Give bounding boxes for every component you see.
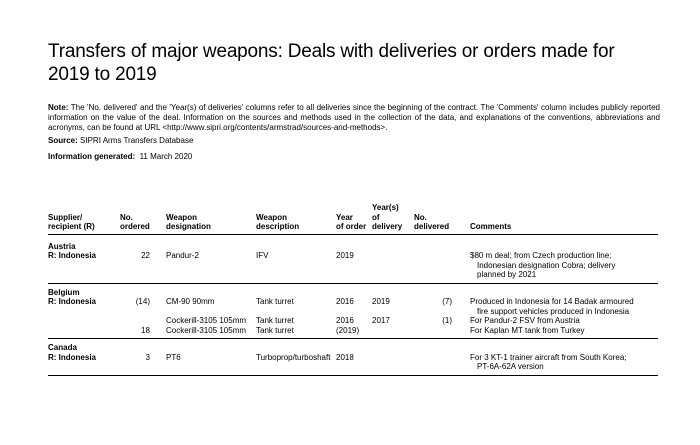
year-of-delivery-cell [372, 251, 414, 280]
year-of-order-cell: 2016 [336, 297, 354, 306]
year-of-delivery-cell: 2017 [372, 316, 390, 325]
deals-table [48, 203, 658, 376]
no-ordered-cell: 3 [145, 352, 150, 362]
no-delivered-cell: (1) [442, 316, 452, 325]
spacer-cell [150, 316, 166, 326]
year-of-order-cell: 2019 [336, 251, 354, 260]
no-delivered-cell [414, 326, 452, 336]
recipient-cell: R: Indonesia [48, 251, 97, 260]
no-delivered-cell [414, 353, 452, 372]
comment-line: For 3 KT-1 trainer aircraft from South Korea; [470, 352, 627, 362]
comment-line: PT-6A-62A version [477, 362, 544, 371]
no-ordered-cell: 22 [141, 251, 150, 260]
header-supplier: Supplier/ recipient (R) [48, 203, 120, 234]
recipient-cell: R: Indonesia [48, 352, 97, 362]
recipient-cell [48, 316, 120, 326]
weapon-description-cell: IFV [256, 251, 269, 260]
spacer-cell [150, 326, 166, 336]
weapon-designation-cell: CM-90 90mm [166, 297, 215, 306]
weapon-description-cell: Turboprop/turboshaft [256, 352, 331, 362]
table-row [48, 251, 658, 280]
weapon-description-cell: Tank turret [256, 316, 294, 325]
note-paragraph [48, 103, 660, 133]
weapon-designation-cell: Pandur-2 [166, 251, 199, 260]
note-label: Note: [48, 103, 69, 112]
country-row [48, 234, 658, 251]
header-no-ordered: No. ordered [120, 203, 150, 234]
no-ordered-cell: 18 [141, 325, 150, 335]
table-body [48, 234, 658, 375]
header-weapon-description: Weapon description [256, 203, 336, 234]
header-year-of-order: Year of order [336, 203, 372, 234]
weapon-description-cell: Tank turret [256, 325, 294, 335]
spacer-cell [150, 297, 166, 316]
recipient-cell: R: Indonesia [48, 297, 97, 306]
supplier-country: Canada [48, 343, 77, 352]
spacer-cell [150, 251, 166, 280]
table-row [48, 316, 658, 326]
spacer-cell [150, 353, 166, 372]
year-of-order-cell: 2016 [336, 316, 354, 325]
weapon-designation-cell: Cockerill-3105 105mm [166, 325, 247, 335]
header-year-of-delivery: Year(s) of delivery [372, 203, 414, 234]
comments-cell [470, 353, 658, 372]
header-weapon-designation: Weapon designation [166, 203, 256, 234]
comment-line: fire support vehicles produced in Indonesia [477, 306, 630, 316]
supplier-country: Belgium [48, 287, 80, 297]
comment-line: Indonesian designation Cobra; delivery [477, 260, 616, 270]
info-generated-line [48, 152, 660, 162]
weapon-description-cell: Tank turret [256, 297, 294, 306]
spacer-cell [452, 251, 470, 280]
table-row [48, 297, 658, 316]
spacer-cell [452, 297, 470, 316]
comment-line: $80 m deal; from Czech production line; [470, 251, 612, 260]
header-comments: Comments [470, 203, 658, 234]
spacer-cell [452, 326, 470, 336]
recipient-cell [48, 326, 120, 336]
note-text: The 'No. delivered' and the 'Year(s) of deliveries' columns refer to all deliveries since the beginning of the contract. The 'Comments' column includes publicly reported information on the value of the deal. Information on the sources and methods used in the collection of the data, and explanations of the conventions, abbreviations and acronyms, can be found at URL <http://www.sipri.org/contents/armstrad/sources-and-methods>. [48, 103, 660, 132]
year-of-delivery-cell [372, 353, 414, 372]
year-of-delivery-cell [372, 326, 414, 336]
no-ordered-cell [120, 316, 150, 326]
header-no-delivered: No. delivered [414, 203, 452, 234]
weapon-designation-cell: Cockerill-3105 105mm [166, 316, 247, 325]
no-delivered-cell [414, 251, 452, 280]
comments-cell [470, 251, 658, 280]
country-row [48, 339, 658, 353]
no-delivered-cell: (7) [442, 297, 452, 306]
comments-cell [470, 316, 658, 326]
supplier-country: Austria [48, 241, 76, 251]
weapon-designation-cell: PT6 [166, 352, 181, 362]
table-row [48, 353, 658, 372]
country-row [48, 283, 658, 297]
group-separator [48, 372, 658, 376]
page-title: Transfers of major weapons: Deals with deliveries or orders made for 2019 to 2019 [48, 41, 615, 85]
comments-cell [470, 326, 658, 336]
no-ordered-cell: (14) [135, 297, 150, 306]
year-of-order-cell: (2019) [336, 325, 360, 335]
comment-line: For Kaplan MT tank from Turkey [470, 325, 585, 335]
info-value: 11 March 2020 [139, 152, 193, 161]
spacer-cell [452, 316, 470, 326]
report-page [48, 40, 660, 162]
source-label: Source: [48, 136, 78, 145]
info-label: Information generated: [48, 152, 136, 161]
spacer-cell [452, 353, 470, 372]
comment-line: Produced in Indonesia for 14 Badak armoured [470, 297, 634, 306]
comments-cell [470, 297, 658, 316]
source-value: SIPRI Arms Transfers Database [80, 136, 194, 145]
table-row [48, 326, 658, 336]
table-header [48, 203, 658, 234]
year-of-delivery-cell: 2019 [372, 297, 390, 306]
source-line [48, 136, 660, 146]
year-of-order-cell: 2018 [336, 352, 354, 362]
comment-line: For Pandur-2 FSV from Austria [470, 316, 580, 325]
comment-line: planned by 2021 [477, 270, 537, 279]
